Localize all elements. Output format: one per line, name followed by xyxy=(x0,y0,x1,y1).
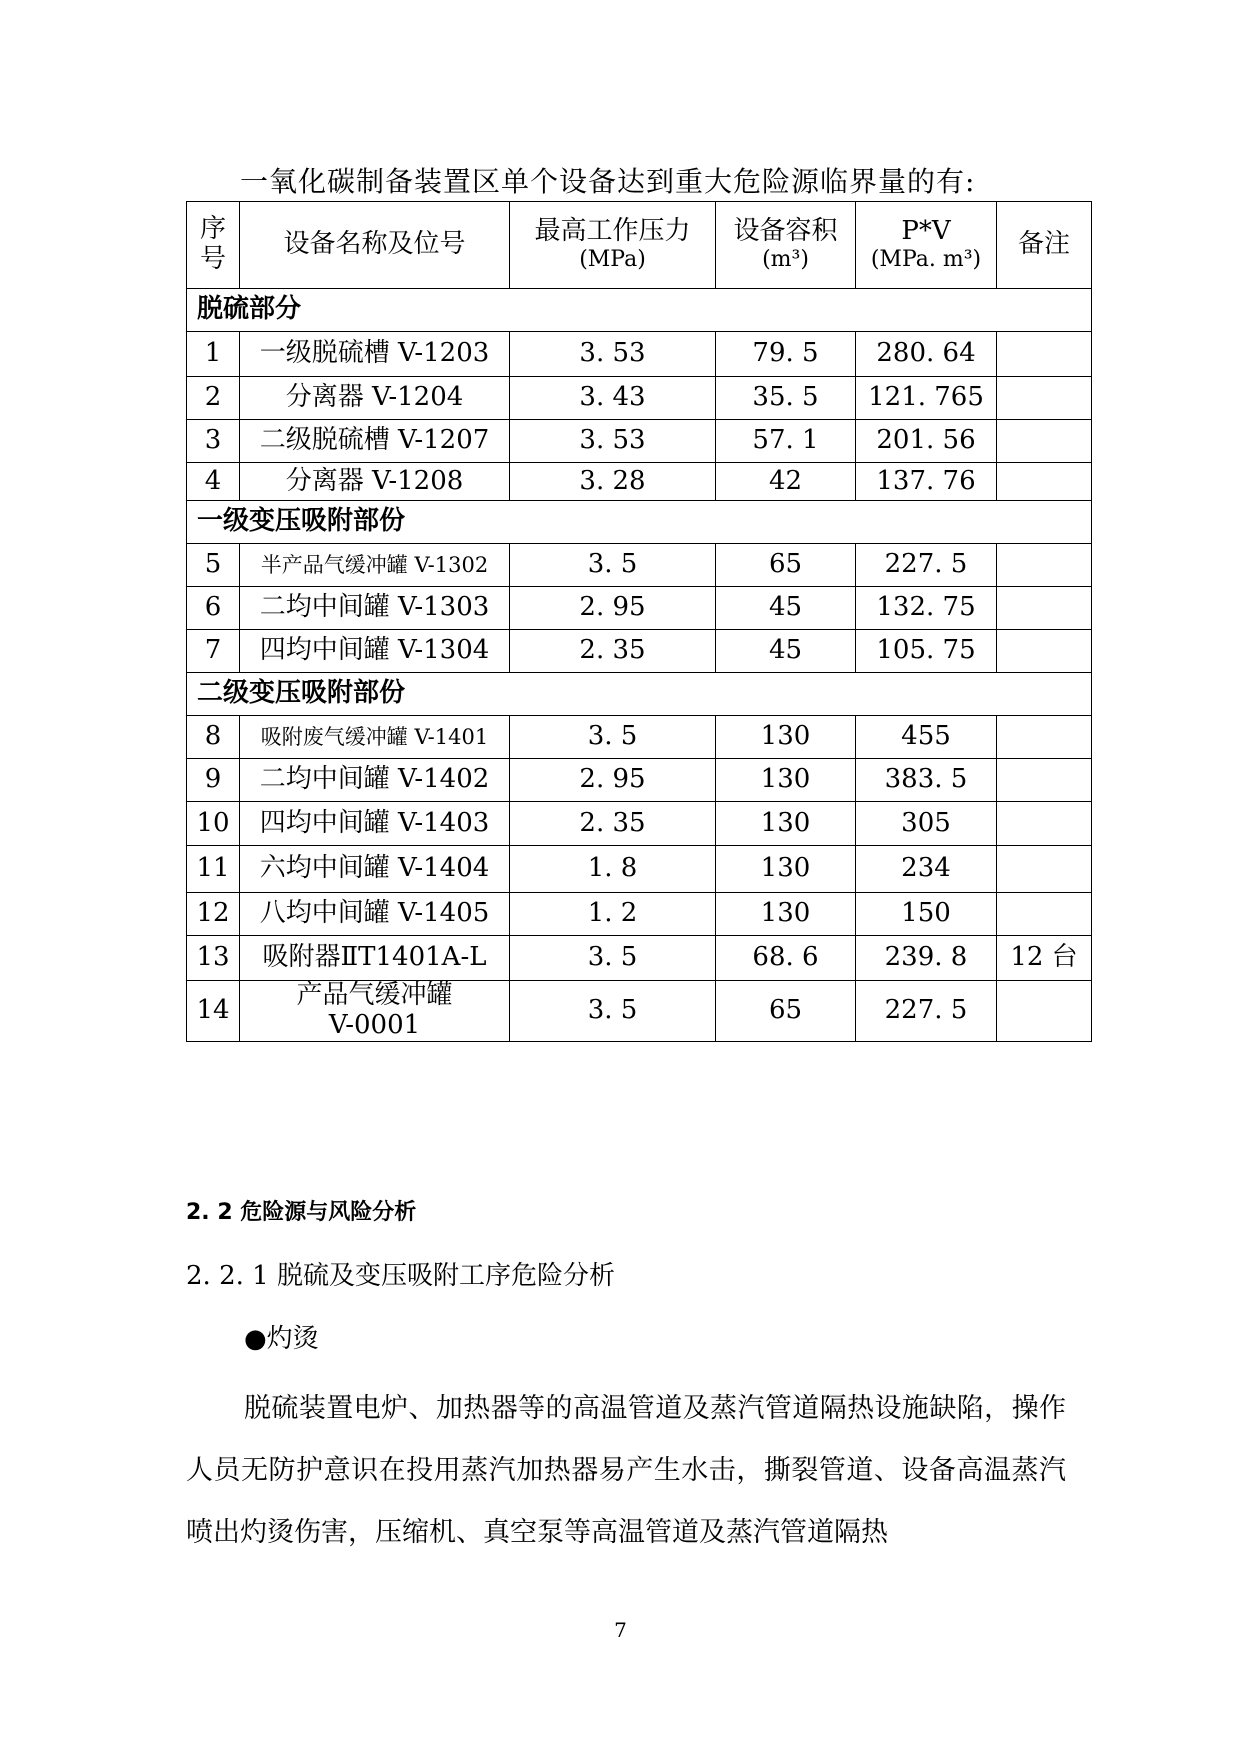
table-row xyxy=(187,802,1092,846)
cell-volume: 45 xyxy=(716,630,856,673)
cell-seq: 7 xyxy=(187,630,240,673)
section-title: 二级变压吸附部份 xyxy=(187,673,1092,716)
cell-seq: 13 xyxy=(187,936,240,981)
cell-pressure: 2. 95 xyxy=(510,587,716,630)
cell-pv: 137. 76 xyxy=(856,463,997,501)
cell-volume: 68. 6 xyxy=(716,936,856,981)
cell-name: 分离器 V-1204 xyxy=(240,377,510,420)
cell-volume: 65 xyxy=(716,981,856,1042)
cell-name: 八均中间罐 V-1405 xyxy=(240,893,510,936)
cell-volume: 35. 5 xyxy=(716,377,856,420)
cell-seq: 2 xyxy=(187,377,240,420)
header-pressure xyxy=(510,202,716,289)
table-row xyxy=(187,893,1092,936)
cell-remark xyxy=(997,802,1092,846)
cell-pv: 455 xyxy=(856,716,997,759)
cell-name: 二均中间罐 V-1303 xyxy=(240,587,510,630)
cell-name: 吸附废气缓冲罐 V-1401 xyxy=(240,716,510,759)
cell-seq: 11 xyxy=(187,846,240,893)
table-header-row xyxy=(187,202,1092,289)
cell-volume: 130 xyxy=(716,846,856,893)
cell-name-line2: V-0001 xyxy=(328,1009,421,1040)
header-pv-unit: (MPa. m³) xyxy=(870,247,982,273)
cell-seq: 10 xyxy=(187,802,240,846)
table-row xyxy=(187,587,1092,630)
cell-pressure: 1. 2 xyxy=(510,893,716,936)
table-row xyxy=(187,981,1092,1042)
cell-volume: 130 xyxy=(716,802,856,846)
cell-pv: 280. 64 xyxy=(856,332,997,377)
cell-pv: 227. 5 xyxy=(856,544,997,587)
cell-name-line1: 产品气缓冲罐 xyxy=(296,980,453,1010)
cell-pressure: 1. 8 xyxy=(510,846,716,893)
section-row xyxy=(187,289,1092,332)
section-heading: 2. 2 危险源与风险分析 xyxy=(186,1200,417,1225)
cell-pv: 150 xyxy=(856,893,997,936)
cell-seq: 3 xyxy=(187,420,240,463)
cell-volume: 45 xyxy=(716,587,856,630)
header-pv xyxy=(856,202,997,289)
page-number: 7 xyxy=(614,1618,627,1642)
cell-name: 吸附器ⅡT1401A-L xyxy=(240,936,510,981)
cell-name: 四均中间罐 V-1403 xyxy=(240,802,510,846)
cell-volume: 57. 1 xyxy=(716,420,856,463)
cell-seq: 5 xyxy=(187,544,240,587)
cell-volume: 130 xyxy=(716,893,856,936)
cell-pressure: 2. 35 xyxy=(510,630,716,673)
section-title: 一级变压吸附部份 xyxy=(187,501,1092,544)
cell-pv: 121. 765 xyxy=(856,377,997,420)
cell-name xyxy=(240,981,510,1042)
cell-remark xyxy=(997,587,1092,630)
cell-pressure: 3. 43 xyxy=(510,377,716,420)
cell-remark xyxy=(997,716,1092,759)
cell-seq: 1 xyxy=(187,332,240,377)
cell-remark xyxy=(997,893,1092,936)
table-row xyxy=(187,420,1092,463)
cell-remark xyxy=(997,981,1092,1042)
table-row xyxy=(187,759,1092,802)
table-row xyxy=(187,463,1092,501)
header-seq xyxy=(187,202,240,289)
cell-pressure: 3. 53 xyxy=(510,420,716,463)
cell-seq: 8 xyxy=(187,716,240,759)
cell-remark xyxy=(997,377,1092,420)
cell-name: 二均中间罐 V-1402 xyxy=(240,759,510,802)
cell-seq: 6 xyxy=(187,587,240,630)
cell-seq: 14 xyxy=(187,981,240,1042)
cell-pv: 239. 8 xyxy=(856,936,997,981)
cell-remark xyxy=(997,332,1092,377)
cell-pressure: 3. 53 xyxy=(510,332,716,377)
section-row xyxy=(187,501,1092,544)
cell-pv: 305 xyxy=(856,802,997,846)
table-row xyxy=(187,846,1092,893)
header-name: 设备名称及位号 xyxy=(240,202,510,289)
header-seq-line2: 号 xyxy=(199,244,226,274)
cell-pressure: 2. 95 xyxy=(510,759,716,802)
cell-remark xyxy=(997,630,1092,673)
body-paragraph: 脱硫装置电炉、加热器等的高温管道及蒸汽管道隔热设施缺陷，操作人员无防护意识在投用蒸汽加热器易产生水击，撕裂管道、设备高温蒸汽喷出灼烫伤害，压缩机、真空泵等高温管道及蒸汽管道隔热 xyxy=(186,1393,1066,1548)
table-row xyxy=(187,544,1092,587)
table-body xyxy=(187,289,1092,1042)
cell-pressure: 3. 5 xyxy=(510,716,716,759)
cell-volume: 130 xyxy=(716,716,856,759)
cell-volume: 130 xyxy=(716,759,856,802)
header-volume-label: 设备容积 xyxy=(733,216,838,247)
header-seq-line1: 序 xyxy=(199,214,226,245)
table-row xyxy=(187,630,1092,673)
table-row xyxy=(187,936,1092,981)
cell-remark xyxy=(997,420,1092,463)
cell-pv: 383. 5 xyxy=(856,759,997,802)
subsection-heading: 2. 2. 1 脱硫及变压吸附工序危险分析 xyxy=(186,1261,615,1291)
header-volume-unit: (m³) xyxy=(762,247,809,273)
cell-pv: 227. 5 xyxy=(856,981,997,1042)
cell-volume: 79. 5 xyxy=(716,332,856,377)
cell-name: 分离器 V-1208 xyxy=(240,463,510,501)
table-row xyxy=(187,716,1092,759)
equipment-table xyxy=(186,201,1092,1042)
cell-pressure: 3. 5 xyxy=(510,544,716,587)
cell-name: 六均中间罐 V-1404 xyxy=(240,846,510,893)
header-pressure-label: 最高工作压力 xyxy=(534,216,691,247)
table-row xyxy=(187,377,1092,420)
header-pressure-unit: (MPa) xyxy=(579,247,646,273)
cell-volume: 42 xyxy=(716,463,856,501)
cell-pv: 105. 75 xyxy=(856,630,997,673)
cell-remark xyxy=(997,759,1092,802)
cell-pressure: 3. 28 xyxy=(510,463,716,501)
cell-pressure: 3. 5 xyxy=(510,981,716,1042)
cell-pressure: 2. 35 xyxy=(510,802,716,846)
header-volume xyxy=(716,202,856,289)
cell-seq: 9 xyxy=(187,759,240,802)
section-title: 脱硫部分 xyxy=(187,289,1092,332)
cell-volume: 65 xyxy=(716,544,856,587)
cell-seq: 4 xyxy=(187,463,240,501)
cell-name: 一级脱硫槽 V-1203 xyxy=(240,332,510,377)
cell-name: 半产品气缓冲罐 V-1302 xyxy=(240,544,510,587)
header-pv-label: P*V xyxy=(901,216,951,247)
header-remark: 备注 xyxy=(997,202,1092,289)
cell-pv: 201. 56 xyxy=(856,420,997,463)
table-row xyxy=(187,332,1092,377)
cell-remark xyxy=(997,846,1092,893)
cell-pv: 132. 75 xyxy=(856,587,997,630)
cell-pressure: 3. 5 xyxy=(510,936,716,981)
cell-remark: 12 台 xyxy=(997,936,1092,981)
section-row xyxy=(187,673,1092,716)
cell-remark xyxy=(997,463,1092,501)
cell-name: 四均中间罐 V-1304 xyxy=(240,630,510,673)
cell-pv: 234 xyxy=(856,846,997,893)
cell-seq: 12 xyxy=(187,893,240,936)
bullet-item: ●灼烫 xyxy=(244,1324,319,1354)
table-caption: 一氧化碳制备装置区单个设备达到重大危险源临界量的有: xyxy=(240,165,976,198)
cell-remark xyxy=(997,544,1092,587)
cell-name: 二级脱硫槽 V-1207 xyxy=(240,420,510,463)
